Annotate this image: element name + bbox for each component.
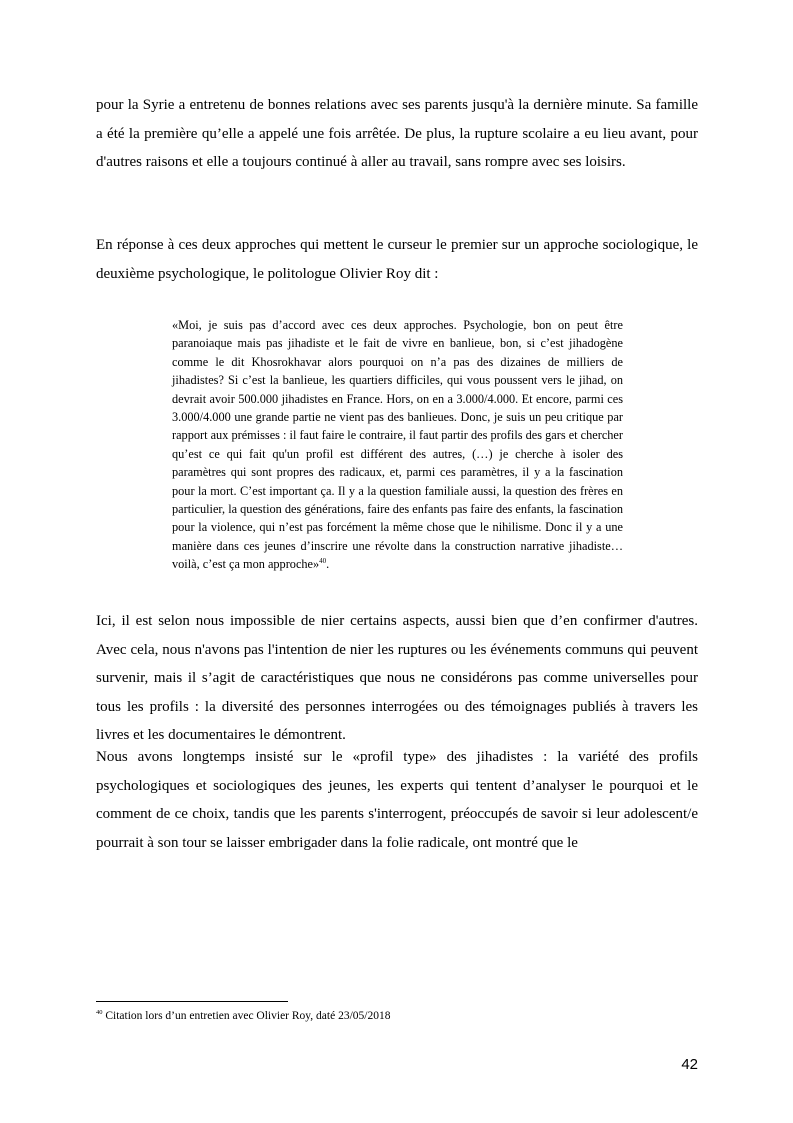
body-paragraph: Ici, il est selon nous impossible de nier certains aspects, aussi bien que d’en confirmer d'autres. Avec cela, nous n'avons pas l'intention de nier les ruptures ou les événements communs qui peuvent survenir, mais il s’agit de caractéristiques que nous ne considérons pas comme universelles pour tous les profils : la diversité des personnes interrogées ou des témoignages publiés à travers les livres et les documentaires le démontrent.: [96, 613, 698, 743]
footnote: [96, 1008, 698, 1024]
block-quote: «Moi, je suis pas d’accord avec ces deux approches. Psychologie, bon on peut être paranoiaque mais pas jihadiste et le fait de vivre en banlieue, bon, si c’est jihadogène comme le dit Khosrokhavar alors pourquoi on n’a pas des dizaines de milliers de jihadistes? Si c’est la banlieue, les quartiers difficiles, qui vous poussent vers le jihad, on devrait avoir 500.000 jihadistes en France. Hors, on en a 3.000/4.000. Et encore, parmi ces 3.000/4.000 une grande partie ne vient pas des banlieues. Donc, je suis un peu critique par rapport aux prémisses : il faut faire le contraire, il faut partir des profils des gars et chercher qu’est ce qui fait qu'un profil est différent des autres, (…) je cherche à isoler des paramètres qui sont propres des radicaux, et, parmi ces paramètres, il y a la fascination pour la mort. C’est important ça. Il y a la question familiale aussi, la question des frères en particulier, la question des générations, faire des enfants pas faire des enfants, la fascination pour la violence, qui n’est pas forcément la même chose que le nihilisme. Donc il y a une manière dans ces jeunes d’inscrire une révolte dans la construction narrative jihadiste… voilà, c’est ça mon approche»$^{40}$.: [172, 318, 623, 572]
footnote-reference: 40: [319, 557, 327, 566]
footnote-separator: [96, 1001, 288, 1002]
footnote-number: 40: [96, 1009, 103, 1017]
body-paragraph: En réponse à ces deux approches qui mettent le curseur le premier sur un approche sociologique, le deuxième psychologique, le politologue Olivier Roy dit :: [96, 237, 698, 282]
body-paragraph: Nous avons longtemps insisté sur le «profil type» des jihadistes : la variété des profils psychologiques et sociologiques des jeunes, les experts qui tentent d’analyser le pourquoi et le comment de ce choix, tandis que les parents s'interrogent, préoccupés de savoir si leur adolescent/e pourrait à son tour se laisser embrigader dans la folie radicale, ont montré que le: [96, 749, 698, 851]
page-number: 42: [681, 1056, 698, 1073]
quote-text: «Moi, je suis pas d’accord avec ces deux approches. Psychologie, bon on peut être paranoiaque mais pas jihadiste et le fait de vivre en banlieue, bon, si c’est jihadogène comme le dit Khosrokhavar alors pourquoi on n’a pas des dizaines de milliers de jihadistes? Si c’est la banlieue, les quartiers difficiles, qui vous poussent vers le jihad, on devrait avoir 500.000 jihadistes en France. Hors, on en a 3.000/4.000. Et encore, parmi ces 3.000/4.000 une grande partie ne vient pas des banlieues. Donc, je suis un peu critique par rapport aux prémisses : il faut faire le contraire, il faut partir des profils des gars et chercher qu’est ce qui fait qu'un profil est différent des autres, (…) je cherche à isoler des paramètres qui sont propres des radicaux, et, parmi ces paramètres, il y a la fascination pour la mort. C’est important ça. Il y a la question familiale aussi, la question des frères en particulier, la question des générations, faire des enfants pas faire des enfants, la fascination pour la violence, qui n’est pas forcément la même chose que le nihilisme. Donc il y a une manière dans ces jeunes d’inscrire une révolte dans la construction narrative jihadiste… voilà, c’est ça mon approche»: [172, 318, 623, 572]
footnote-text: Citation lors d’un entretien avec Olivier Roy, daté 23/05/2018: [102, 1010, 391, 1022]
body-paragraph: pour la Syrie a entretenu de bonnes relations avec ses parents jusqu'à la dernière minute. Sa famille a été la première qu’elle a appelé une fois arrêtée. De plus, la rupture scolaire a eu lieu avant, pour d'autres raisons et elle a toujours continué à aller au travail, sans rompre avec ses loisirs.: [96, 97, 698, 170]
